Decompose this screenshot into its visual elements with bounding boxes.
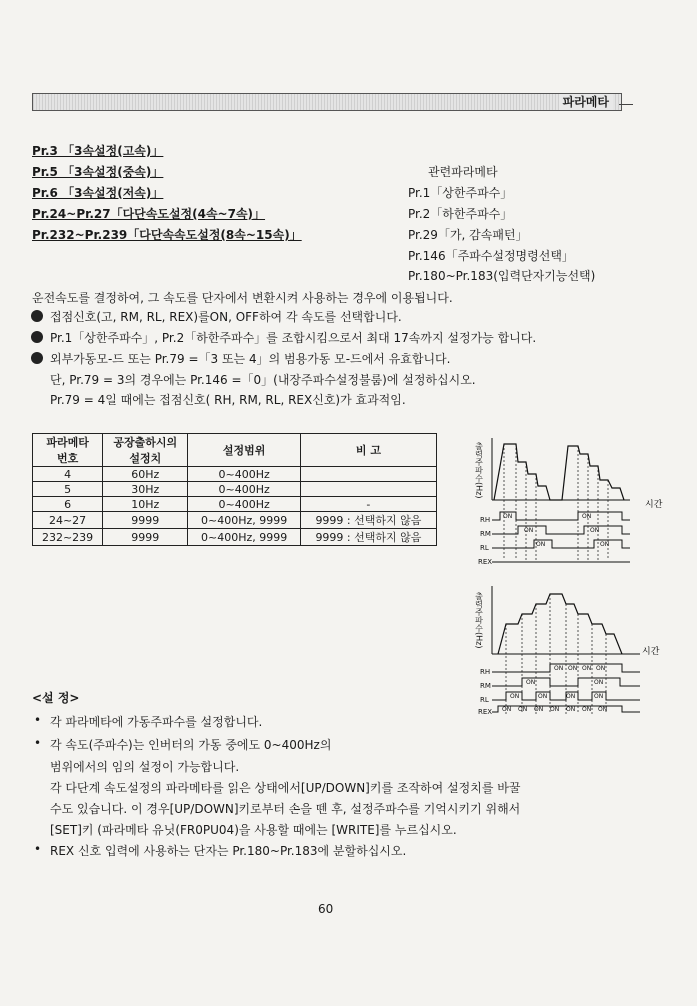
on-label: ON <box>566 693 576 700</box>
on-label: ON <box>550 706 560 713</box>
table-row <box>33 512 437 529</box>
speed-timing-diagram-1 <box>470 430 685 578</box>
settings-continuation: 수도 있습니다. 이 경우[UP/DOWN]키로부터 손을 뗀 후, 설정주파수를 기억시키기 위해서 <box>50 802 521 816</box>
col-header-factory <box>103 434 188 467</box>
on-label: ON <box>518 706 528 713</box>
col-header-param-line: 번호 <box>56 452 79 465</box>
cell-param: 24~27 <box>33 512 103 529</box>
cell-range: 0~400Hz <box>188 482 300 497</box>
cell-factory: 9999 <box>103 512 188 529</box>
cell-remark <box>300 482 436 497</box>
col-header-factory-line: 설정치 <box>129 452 162 465</box>
settings-bullet: • <box>34 713 42 727</box>
cell-remark: 9999 : 선택하지 않음 <box>300 512 436 529</box>
on-label: ON <box>534 706 544 713</box>
header-divider <box>619 104 633 105</box>
settings-bullet: • <box>34 842 42 856</box>
related-item: Pr.180~Pr.183(입력단자기능선택) <box>408 269 596 283</box>
pr-link-5[interactable]: Pr.5 「3속설정(중속)」 <box>32 165 164 179</box>
page-number: 60 <box>318 902 334 916</box>
bullet-dot <box>31 331 43 343</box>
on-label: ON <box>502 706 512 713</box>
col-header-factory-line: 공장출하시의 <box>113 436 178 449</box>
note-line: 단, Pr.79 = 3의 경우에는 Pr.146 =「0」(내장주파수설정불룸)에 설정하십시오. <box>50 373 476 387</box>
cell-range: 0~400Hz <box>188 497 300 512</box>
bullet-text: 외부가동모-드 또는 Pr.79 =「3 또는 4」의 범용가동 모-드에서 유효합니다. <box>50 352 451 366</box>
related-heading: 관련파라메타 <box>428 165 498 179</box>
on-label: ON <box>598 706 608 713</box>
on-label: ON <box>536 541 546 548</box>
diagram-ylabel: 출력주파수(Hz) <box>474 592 484 649</box>
on-label: ON <box>594 679 604 686</box>
parameter-table <box>32 433 437 546</box>
on-label: ON <box>566 706 576 713</box>
table-row <box>33 497 437 512</box>
table-row <box>33 529 437 546</box>
cell-factory: 60Hz <box>103 467 188 482</box>
signal-traces <box>492 512 630 562</box>
settings-continuation: [SET]키 (파라메타 유닛(FR0PU04)을 사용할 때에는 [WRITE]를 누르십시오. <box>50 823 457 837</box>
cell-range: 0~400Hz, 9999 <box>188 529 300 546</box>
intro-text: 운전속도를 결정하여, 그 속도를 단자에서 변환시켜 사용하는 경우에 이용됩니다. <box>32 291 453 305</box>
signal-label: RL <box>480 696 489 704</box>
cell-factory: 10Hz <box>103 497 188 512</box>
settings-bullet: • <box>34 736 42 750</box>
signal-label: RH <box>480 516 491 524</box>
on-label: ON <box>554 665 564 672</box>
signal-label: RL <box>480 544 489 552</box>
settings-continuation: 각 다단계 속도설정의 파라메타를 읽은 상태에서[UP/DOWN]키를 조작하여 설정치를 바꿀 <box>50 781 521 795</box>
divider-lines <box>504 444 608 560</box>
pr-link-24-27[interactable]: Pr.24~Pr.27「다단속도설정(4속~7속)」 <box>32 207 266 221</box>
on-label: ON <box>600 541 610 548</box>
diagram-xlabel: 시간 <box>642 647 660 657</box>
cell-param: 232~239 <box>33 529 103 546</box>
speed-timing-diagram-2 <box>470 580 685 720</box>
cell-remark: - <box>300 497 436 512</box>
on-label: ON <box>594 693 604 700</box>
settings-item: REX 신호 입력에 사용하는 단자는 Pr.180~Pr.183에 분할하십시오. <box>50 844 407 858</box>
on-label: ON <box>582 706 592 713</box>
signal-label: REX <box>478 708 493 716</box>
on-label: ON <box>538 693 548 700</box>
diagram-xlabel: 시간 <box>645 500 663 510</box>
on-label: ON <box>568 665 578 672</box>
cell-remark: 9999 : 선택하지 않음 <box>300 529 436 546</box>
pr-link-232-239[interactable]: Pr.232~Pr.239「다단속속도설정(8속~15속)」 <box>32 228 302 242</box>
related-item: Pr.29「가, 감속패턴」 <box>408 228 528 242</box>
signal-label: RM <box>480 530 491 538</box>
settings-heading: <설 정> <box>32 691 80 705</box>
cell-param: 5 <box>33 482 103 497</box>
diagram-ylabel: 출력주파수(Hz) <box>474 442 484 499</box>
cell-range: 0~400Hz <box>188 467 300 482</box>
cell-factory: 30Hz <box>103 482 188 497</box>
signal-label: RH <box>480 668 491 676</box>
cell-param: 4 <box>33 467 103 482</box>
bullet-text: 접점신호(고, RM, RL, REX)를ON, OFF하여 각 속도를 선택합니다. <box>50 310 402 324</box>
section-title: 파라메타 <box>559 94 613 110</box>
on-label: ON <box>524 527 534 534</box>
section-header-bar <box>32 93 622 111</box>
related-item: Pr.1「상한주파수」 <box>408 186 513 200</box>
bullet-text: Pr.1「상한주파수」, Pr.2「하한주파수」를 조합시킴으로서 최대 17속까지 설정가능 합니다. <box>50 331 537 345</box>
on-label: ON <box>510 693 520 700</box>
pr-link-3[interactable]: Pr.3 「3속설정(고속)」 <box>32 144 164 158</box>
on-label: ON <box>582 513 592 520</box>
on-label: ON <box>526 679 536 686</box>
note-line: Pr.79 = 4일 때에는 접점신호( RH, RM, RL, REX신호)가 효과적임. <box>50 393 406 407</box>
on-label: ON <box>590 527 600 534</box>
cell-factory: 9999 <box>103 529 188 546</box>
table-row <box>33 482 437 497</box>
settings-item: 각 속도(주파수)는 인버터의 가동 중에도 0~400Hz의 <box>50 738 332 752</box>
col-header-param-line: 파라메타 <box>46 436 89 449</box>
frequency-profile-line <box>494 444 624 500</box>
bullet-dot <box>31 352 43 364</box>
related-item: Pr.146「주파수설정명령선택」 <box>408 249 574 263</box>
signal-label: REX <box>478 558 493 566</box>
pr-link-6[interactable]: Pr.6 「3속설정(저속)」 <box>32 186 164 200</box>
frequency-profile-line <box>498 594 622 654</box>
col-header-range: 설정범위 <box>188 434 300 467</box>
on-label: ON <box>596 665 606 672</box>
col-header-remark: 비 고 <box>300 434 436 467</box>
bullet-dot <box>31 310 43 322</box>
table-row <box>33 467 437 482</box>
signal-label: RM <box>480 682 491 690</box>
cell-range: 0~400Hz, 9999 <box>188 512 300 529</box>
settings-continuation: 범위에서의 임의 설정이 가능합니다. <box>50 760 240 774</box>
cell-remark <box>300 467 436 482</box>
cell-param: 6 <box>33 497 103 512</box>
on-label: ON <box>503 513 513 520</box>
related-item: Pr.2「하한주파수」 <box>408 207 513 221</box>
col-header-param <box>33 434 103 467</box>
settings-item: 각 파라메타에 가동주파수를 설정합니다. <box>50 715 263 729</box>
on-label: ON <box>582 665 592 672</box>
